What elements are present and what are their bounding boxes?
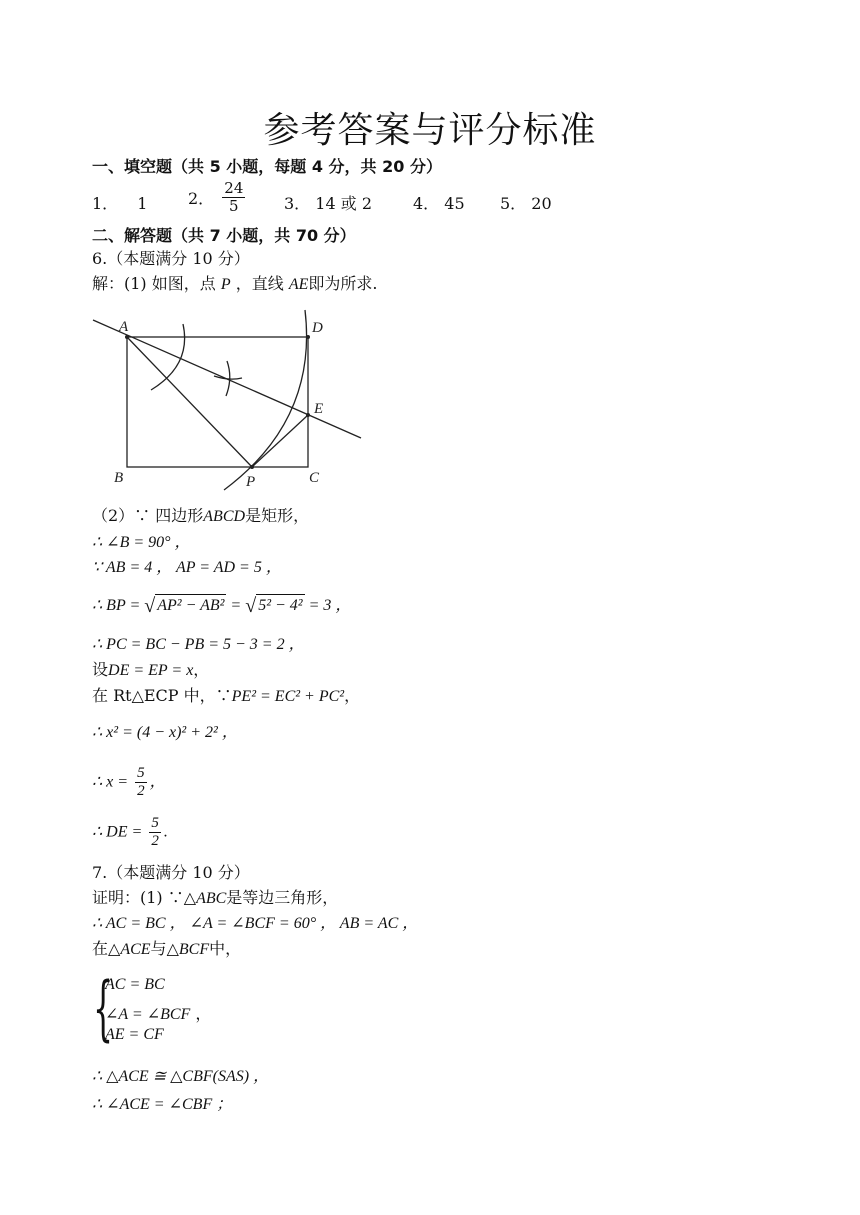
q7-line-3-b: 与	[150, 939, 167, 958]
answer-4-value: 45	[444, 194, 465, 213]
q6-intro-line: AE	[288, 276, 309, 293]
q6-line-4-radicand-2: 5² − 4²	[256, 594, 304, 617]
q6-line-10-b: .	[163, 823, 168, 841]
q6-line-1-b: 是矩形，	[245, 506, 310, 525]
label-p: P	[246, 474, 256, 490]
q7-system-line-2-tail: ，	[195, 1004, 212, 1023]
q7-line-3	[92, 938, 241, 961]
q6-line-9-denominator: 2	[137, 783, 145, 799]
point-e	[306, 413, 310, 417]
q6-line-1-a: （2）∵ 四边形	[92, 506, 204, 525]
q6-line-4-b: = 3 ，	[308, 597, 352, 614]
answer-5-number: 5．	[500, 194, 527, 213]
label-c: C	[309, 470, 320, 486]
answer-1-number: 1．	[92, 194, 119, 213]
q7-system-line-2	[105, 1001, 211, 1024]
q6-line-6-a: 设	[92, 660, 109, 679]
answer-3-number: 3．	[284, 194, 311, 213]
q6-line-7-b: ，	[344, 686, 361, 705]
q6-line-10-fraction	[149, 815, 161, 850]
q6-line-9-numerator: 5	[137, 765, 145, 781]
q6-line-6-b: ，	[193, 660, 210, 679]
q7-line-1-math: △ABC	[183, 890, 227, 907]
q7-line-5: ∴ ∠ACE = ∠CBF ；	[92, 1096, 233, 1113]
q6-line-4-a: ∴ BP =	[92, 597, 141, 614]
q6-line-10	[92, 815, 168, 850]
answer-2-denominator: 5	[229, 197, 239, 215]
q6-line-2: ∴ ∠B = 90° ，	[92, 534, 191, 551]
q7-line-2: ∴ AC = BC ， ∠A = ∠BCF = 60° ， AB = AC ，	[92, 915, 419, 932]
q7-line-3-c: 中，	[209, 939, 242, 958]
q6-intro-text-c: 即为所求.	[308, 274, 378, 293]
answer-3-value: 14 或 2	[315, 194, 372, 213]
answer-5-value: 20	[531, 194, 552, 213]
q7-system-line-2-math: ∠A = ∠BCF	[105, 1006, 191, 1023]
system-brace: {	[93, 967, 114, 1049]
q7-line-1-a: 证明：(1) ∵	[92, 888, 184, 907]
q6-line-3: ∵ AB = 4 ， AP = AD = 5 ，	[92, 559, 282, 576]
q6-line-6-math: DE = EP = x	[108, 662, 194, 679]
page-title: 参考答案与评分标准	[263, 110, 597, 151]
q6-line-1-math: ABCD	[203, 508, 246, 525]
q6-line-6	[92, 659, 209, 682]
sqrt-sign-1: √	[144, 595, 156, 617]
q6-line-9-fraction	[135, 765, 147, 800]
q7-header: 7.（本题满分 10 分）	[92, 863, 250, 882]
label-d: D	[312, 320, 323, 336]
point-p	[250, 465, 254, 469]
label-a: A	[119, 319, 129, 335]
point-a	[125, 335, 129, 339]
answer-2-numerator: 24	[224, 179, 244, 197]
q6-line-8: ∴ x² = (4 − x)² + 2² ，	[92, 724, 238, 741]
section-solutions-heading: 二、解答题（共 7 小题，共 70 分）	[92, 226, 356, 245]
q6-intro-text-a: 解：(1) 如图，点	[92, 274, 216, 293]
q6-line-4-radicand-1: AP² − AB²	[155, 594, 226, 617]
sqrt-sign-2: √	[245, 595, 257, 617]
answer-1-value: 1	[137, 194, 148, 213]
q7-line-3-math-1: △ACE	[108, 941, 151, 958]
q6-line-10-a: ∴ DE =	[92, 823, 143, 841]
q6-line-10-denominator: 2	[151, 833, 159, 849]
q6-line-9-a: ∴ x =	[92, 773, 129, 791]
q6-intro-point: P	[220, 276, 231, 293]
q6-line-7-math: PE² = EC² + PC²	[231, 688, 345, 705]
q7-system-line-1: AC = BC	[105, 976, 165, 993]
q7-system-line-3: AE = CF	[105, 1026, 164, 1043]
q6-line-5: ∴ PC = BC − PB = 5 − 3 = 2 ，	[92, 636, 305, 653]
q6-line-9-b: ，	[149, 773, 166, 791]
q7-line-3-math-2: △BCF	[166, 941, 210, 958]
q7-line-1	[92, 887, 338, 910]
answer-2-number: 2．	[188, 189, 215, 208]
segment-pe	[252, 415, 308, 467]
q7-line-4: ∴ △ACE ≅ △CBF(SAS) ，	[92, 1068, 270, 1085]
q6-line-7	[92, 685, 360, 708]
arc-bisector-2	[214, 376, 242, 379]
q7-line-3-a: 在	[92, 939, 109, 958]
label-b: B	[114, 470, 124, 486]
q6-line-9	[92, 765, 166, 800]
q6-line-1	[92, 505, 309, 528]
q6-line-10-numerator: 5	[151, 815, 159, 831]
point-d	[306, 335, 310, 339]
q6-header: 6.（本题满分 10 分）	[92, 249, 250, 268]
q6-line-4-equals: =	[230, 597, 242, 614]
q6-intro-text-b: ，直线	[235, 274, 284, 293]
segment-ap	[127, 337, 252, 467]
q6-line-4	[92, 594, 351, 617]
label-e: E	[314, 401, 324, 417]
answer-4-number: 4．	[413, 194, 440, 213]
q6-line-7-a: 在 Rt△ECP 中，∵	[92, 686, 232, 705]
q7-line-1-b: 是等边三角形，	[226, 888, 339, 907]
section-fill-in-heading: 一、填空题（共 5 小题，每题 4 分，共 20 分）	[92, 157, 442, 176]
